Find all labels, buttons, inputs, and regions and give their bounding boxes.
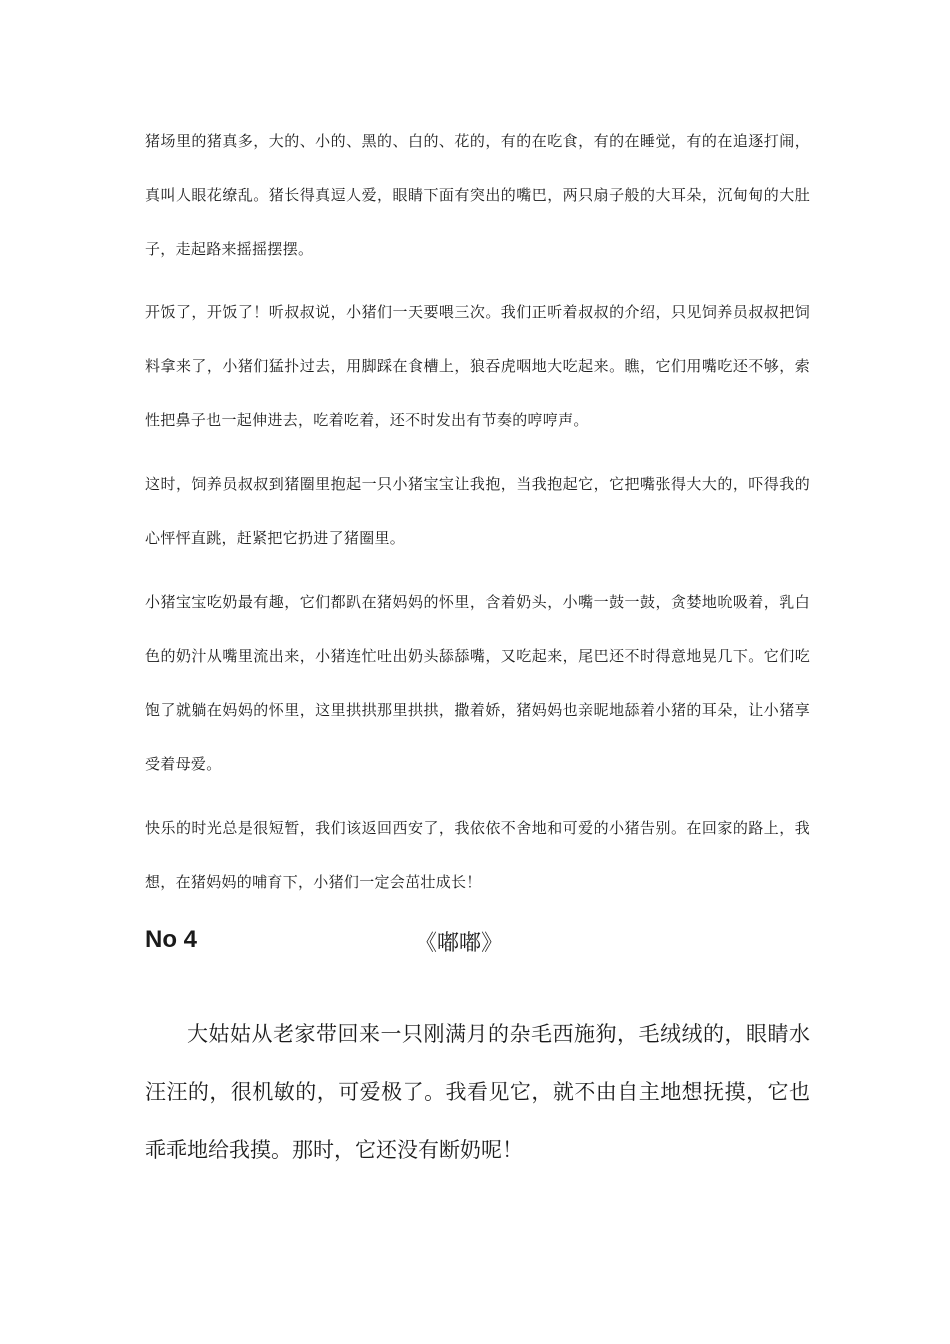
section-title: 《嘟嘟》	[415, 931, 504, 956]
section-body-paragraph: 大姑姑从老家带回来一只刚满月的杂毛西施狗，毛绒绒的，眼睛水汪汪的，很机敏的，可爱极了。我看见它，就不由自主地想抚摸，它也乖乖地给我摸。那时，它还没有断奶呢！	[145, 1022, 810, 1162]
paragraph-piglets-nursing: 小猪宝宝吃奶最有趣，它们都趴在猪妈妈的怀里，含着奶头，小嘴一鼓一鼓，贪婪地吮吸着，乳白色的奶汁从嘴里流出来，小猪连忙吐出奶头舔舔嘴，又吃起来，尾巴还不时得意地晃几下。它们吃饱了就躺在妈妈的怀里，这里拱拱那里拱拱，撒着娇，猪妈妈也亲昵地舔着小猪的耳朵，让小猪享受着母爱。	[145, 593, 810, 773]
paragraph-feeding-time: 开饭了，开饭了！听叔叔说，小猪们一天要喂三次。我们正听着叔叔的介绍，只见饲养员叔叔把饲料拿来了，小猪们猛扑过去，用脚踩在食槽上，狼吞虎咽地大吃起来。瞧，它们用嘴吃还不够，索性把鼻子也一起伸进去，吃着吃着，还不时发出有节奏的哼哼声。	[145, 303, 810, 429]
paragraph-pig-farm: 猪场里的猪真多，大的、小的、黑的、白的、花的，有的在吃食，有的在睡觉，有的在追逐打闹，真叫人眼花缭乱。猪长得真逗人爱，眼睛下面有突出的嘴巴，两只扇子般的大耳朵，沉甸甸的大肚子，走起路来摇摇摆摆。	[145, 132, 810, 258]
section-heading	[145, 922, 810, 966]
section-number: No 4	[145, 926, 198, 953]
paragraph-holding-piglet: 这时，饲养员叔叔到猪圈里抱起一只小猪宝宝让我抱，当我抱起它，它把嘴张得大大的，吓得我的心怦怦直跳，赶紧把它扔进了猪圈里。	[145, 475, 810, 547]
paragraph-farewell: 快乐的时光总是很短暂，我们该返回西安了，我依依不舍地和可爱的小猪告别。在回家的路上，我想，在猪妈妈的哺育下，小猪们一定会茁壮成长！	[145, 819, 810, 891]
